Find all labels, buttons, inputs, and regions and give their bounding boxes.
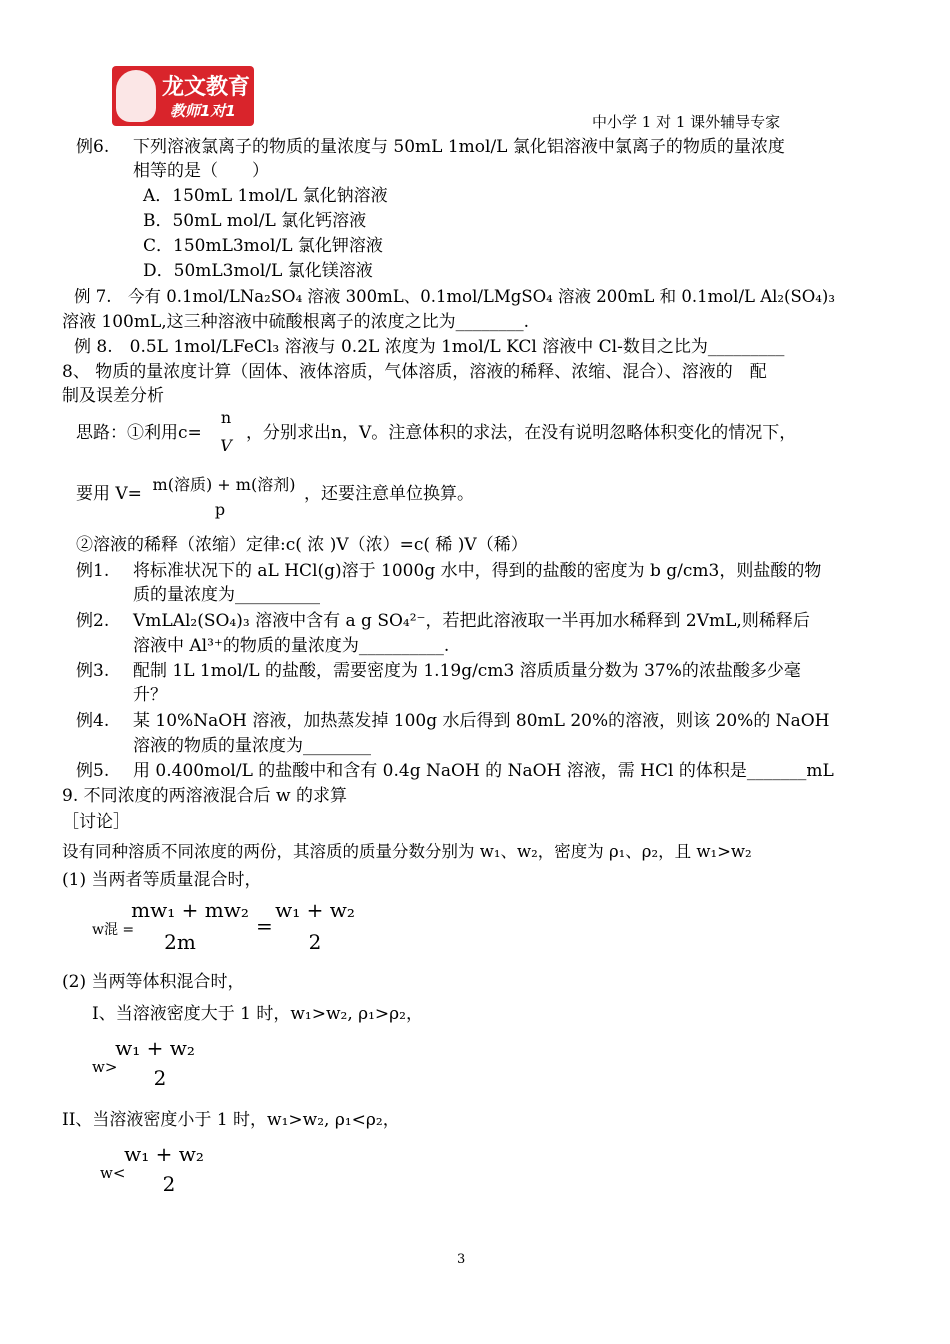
ex2-label: 例2. — [76, 611, 110, 631]
option-a: A．150mL 1mol/L 氯化钠溶液 — [143, 186, 388, 206]
formula1-numerator-2: w₁ + w₂ — [275, 898, 355, 922]
example-7: 例 7. 今有 0.1mol/LNa₂SO₄ 溶液 300mL、0.1mol/LMgSO₄ 溶液 200mL 和 0.1mol/L Al₂(SO₄)₃ — [74, 287, 835, 306]
thinking-line-1a: 思路：①利用c= — [76, 423, 202, 443]
discussion-label: ［讨论］ — [62, 812, 130, 832]
logo-face-icon — [116, 70, 156, 122]
case-2: (2) 当两等体积混合时， — [62, 972, 245, 992]
ex1-text-cont: 质的量浓度为__________ — [133, 585, 320, 605]
volume-formula-numerator: m(溶质) + m(溶剂) — [152, 475, 296, 494]
formula1-lhs: w混 = — [92, 922, 135, 938]
case-2-i: I、当溶液密度大于 1 时，w₁>w₂, ρ₁>ρ₂， — [92, 1004, 423, 1024]
ex4-text: 某 10%NaOH 溶液，加热蒸发掉 100g 水后得到 80mL 20%的溶液，则该 20%的 NaOH — [133, 711, 830, 731]
formula1-numerator: mw₁ + mw₂ — [131, 898, 249, 922]
logo-subtitle: 教师1对1 — [170, 102, 236, 120]
formula2-numerator: w₁ + w₂ — [115, 1036, 195, 1060]
page-number: 3 — [457, 1252, 466, 1267]
option-d: D．50mL3mol/L 氯化镁溶液 — [143, 261, 373, 281]
formula3-numerator: w₁ + w₂ — [124, 1142, 204, 1166]
logo-title: 龙文教育 — [162, 75, 251, 100]
logo — [112, 66, 254, 126]
example-6-label: 例6. — [76, 137, 110, 157]
ex3-text-cont: 升？ — [133, 685, 167, 705]
formula2-lhs: w> — [92, 1058, 118, 1076]
formula1-equals: = — [256, 914, 273, 938]
formula2-denominator: 2 — [153, 1066, 167, 1090]
section-9-heading: 9. 不同浓度的两溶液混合后 w 的求算 — [62, 786, 347, 806]
example-7-cont: 溶液 100mL,这三种溶液中硫酸根离子的浓度之比为________. — [62, 312, 530, 332]
formula1-denominator-2: 2 — [308, 930, 322, 954]
ex3-text: 配制 1L 1mol/L 的盐酸，需要密度为 1.19g/cm3 溶质质量分数为 37%的浓盐酸多少毫 — [133, 661, 801, 681]
ex4-text-cont: 溶液的物质的量浓度为________ — [133, 736, 371, 756]
ex5-label: 例5. — [76, 761, 110, 781]
case-2-ii: II、当溶液密度小于 1 时，w₁>w₂, ρ₁<ρ₂， — [62, 1110, 400, 1130]
fraction-v-denominator: V — [220, 436, 232, 455]
example-6-question-cont: 相等的是（ ） — [133, 161, 269, 181]
ex5-text: 用 0.400mol/L 的盐酸中和含有 0.4g NaOH 的 NaOH 溶液，需 HCl 的体积是_______mL — [133, 761, 834, 781]
setup-text: 设有同种溶质不同浓度的两份，其溶质的质量分数分别为 w₁、w₂，密度为 ρ₁、ρ₂，且 w₁>w₂ — [62, 842, 752, 861]
example-8: 例 8. 0.5L 1mol/LFeCl₃ 溶液与 0.2L 浓度为 1mol/L KCl 溶液中 Cl-数目之比为_________ — [74, 337, 785, 357]
formula3-denominator: 2 — [162, 1172, 176, 1196]
volume-formula-denominator: p — [214, 500, 226, 519]
option-c: C．150mL3mol/L 氯化钾溶液 — [143, 236, 383, 256]
dilution-law: ②溶液的稀释（浓缩）定律:c( 浓 )V（浓）=c( 稀 )V（稀） — [76, 535, 528, 555]
section-8-heading: 8、 物质的量浓度计算（固体、液体溶质，气体溶质，溶液的稀释、浓缩、混合）、溶液的 配 — [62, 362, 767, 382]
section-8-heading-cont: 制及误差分析 — [62, 386, 164, 406]
option-b: B．50mL mol/L 氯化钙溶液 — [143, 211, 367, 231]
thinking-line-2a: 要用 V= — [76, 484, 142, 504]
example-6-question: 下列溶液氯离子的物质的量浓度与 50mL 1mol/L 氯化铝溶液中氯离子的物质的量浓度 — [133, 137, 785, 157]
ex2-text-cont: 溶液中 Al³⁺的物质的量浓度为__________. — [133, 636, 450, 656]
ex2-text: VmLAl₂(SO₄)₃ 溶液中含有 a g SO₄²⁻，若把此溶液取一半再加水稀释到 2VmL,则稀释后 — [133, 611, 810, 631]
thinking-line-1b: ，分别求出n，V。注意体积的求法，在没有说明忽略体积变化的情况下， — [246, 423, 797, 443]
ex1-text: 将标准状况下的 aL HCl(g)溶于 1000g 水中，得到的盐酸的密度为 b g/cm3，则盐酸的物 — [133, 561, 822, 581]
thinking-line-2b: ，还要注意单位换算。 — [304, 484, 474, 504]
case-1: (1) 当两者等质量混合时， — [62, 870, 262, 890]
fraction-n-numerator: n — [220, 408, 232, 427]
ex3-label: 例3. — [76, 661, 110, 681]
header-tagline: 中小学 1 对 1 课外辅导专家 — [592, 113, 781, 131]
formula3-lhs: w< — [100, 1164, 126, 1182]
formula1-denominator: 2m — [164, 930, 196, 954]
ex1-label: 例1. — [76, 561, 110, 581]
ex4-label: 例4. — [76, 711, 110, 731]
